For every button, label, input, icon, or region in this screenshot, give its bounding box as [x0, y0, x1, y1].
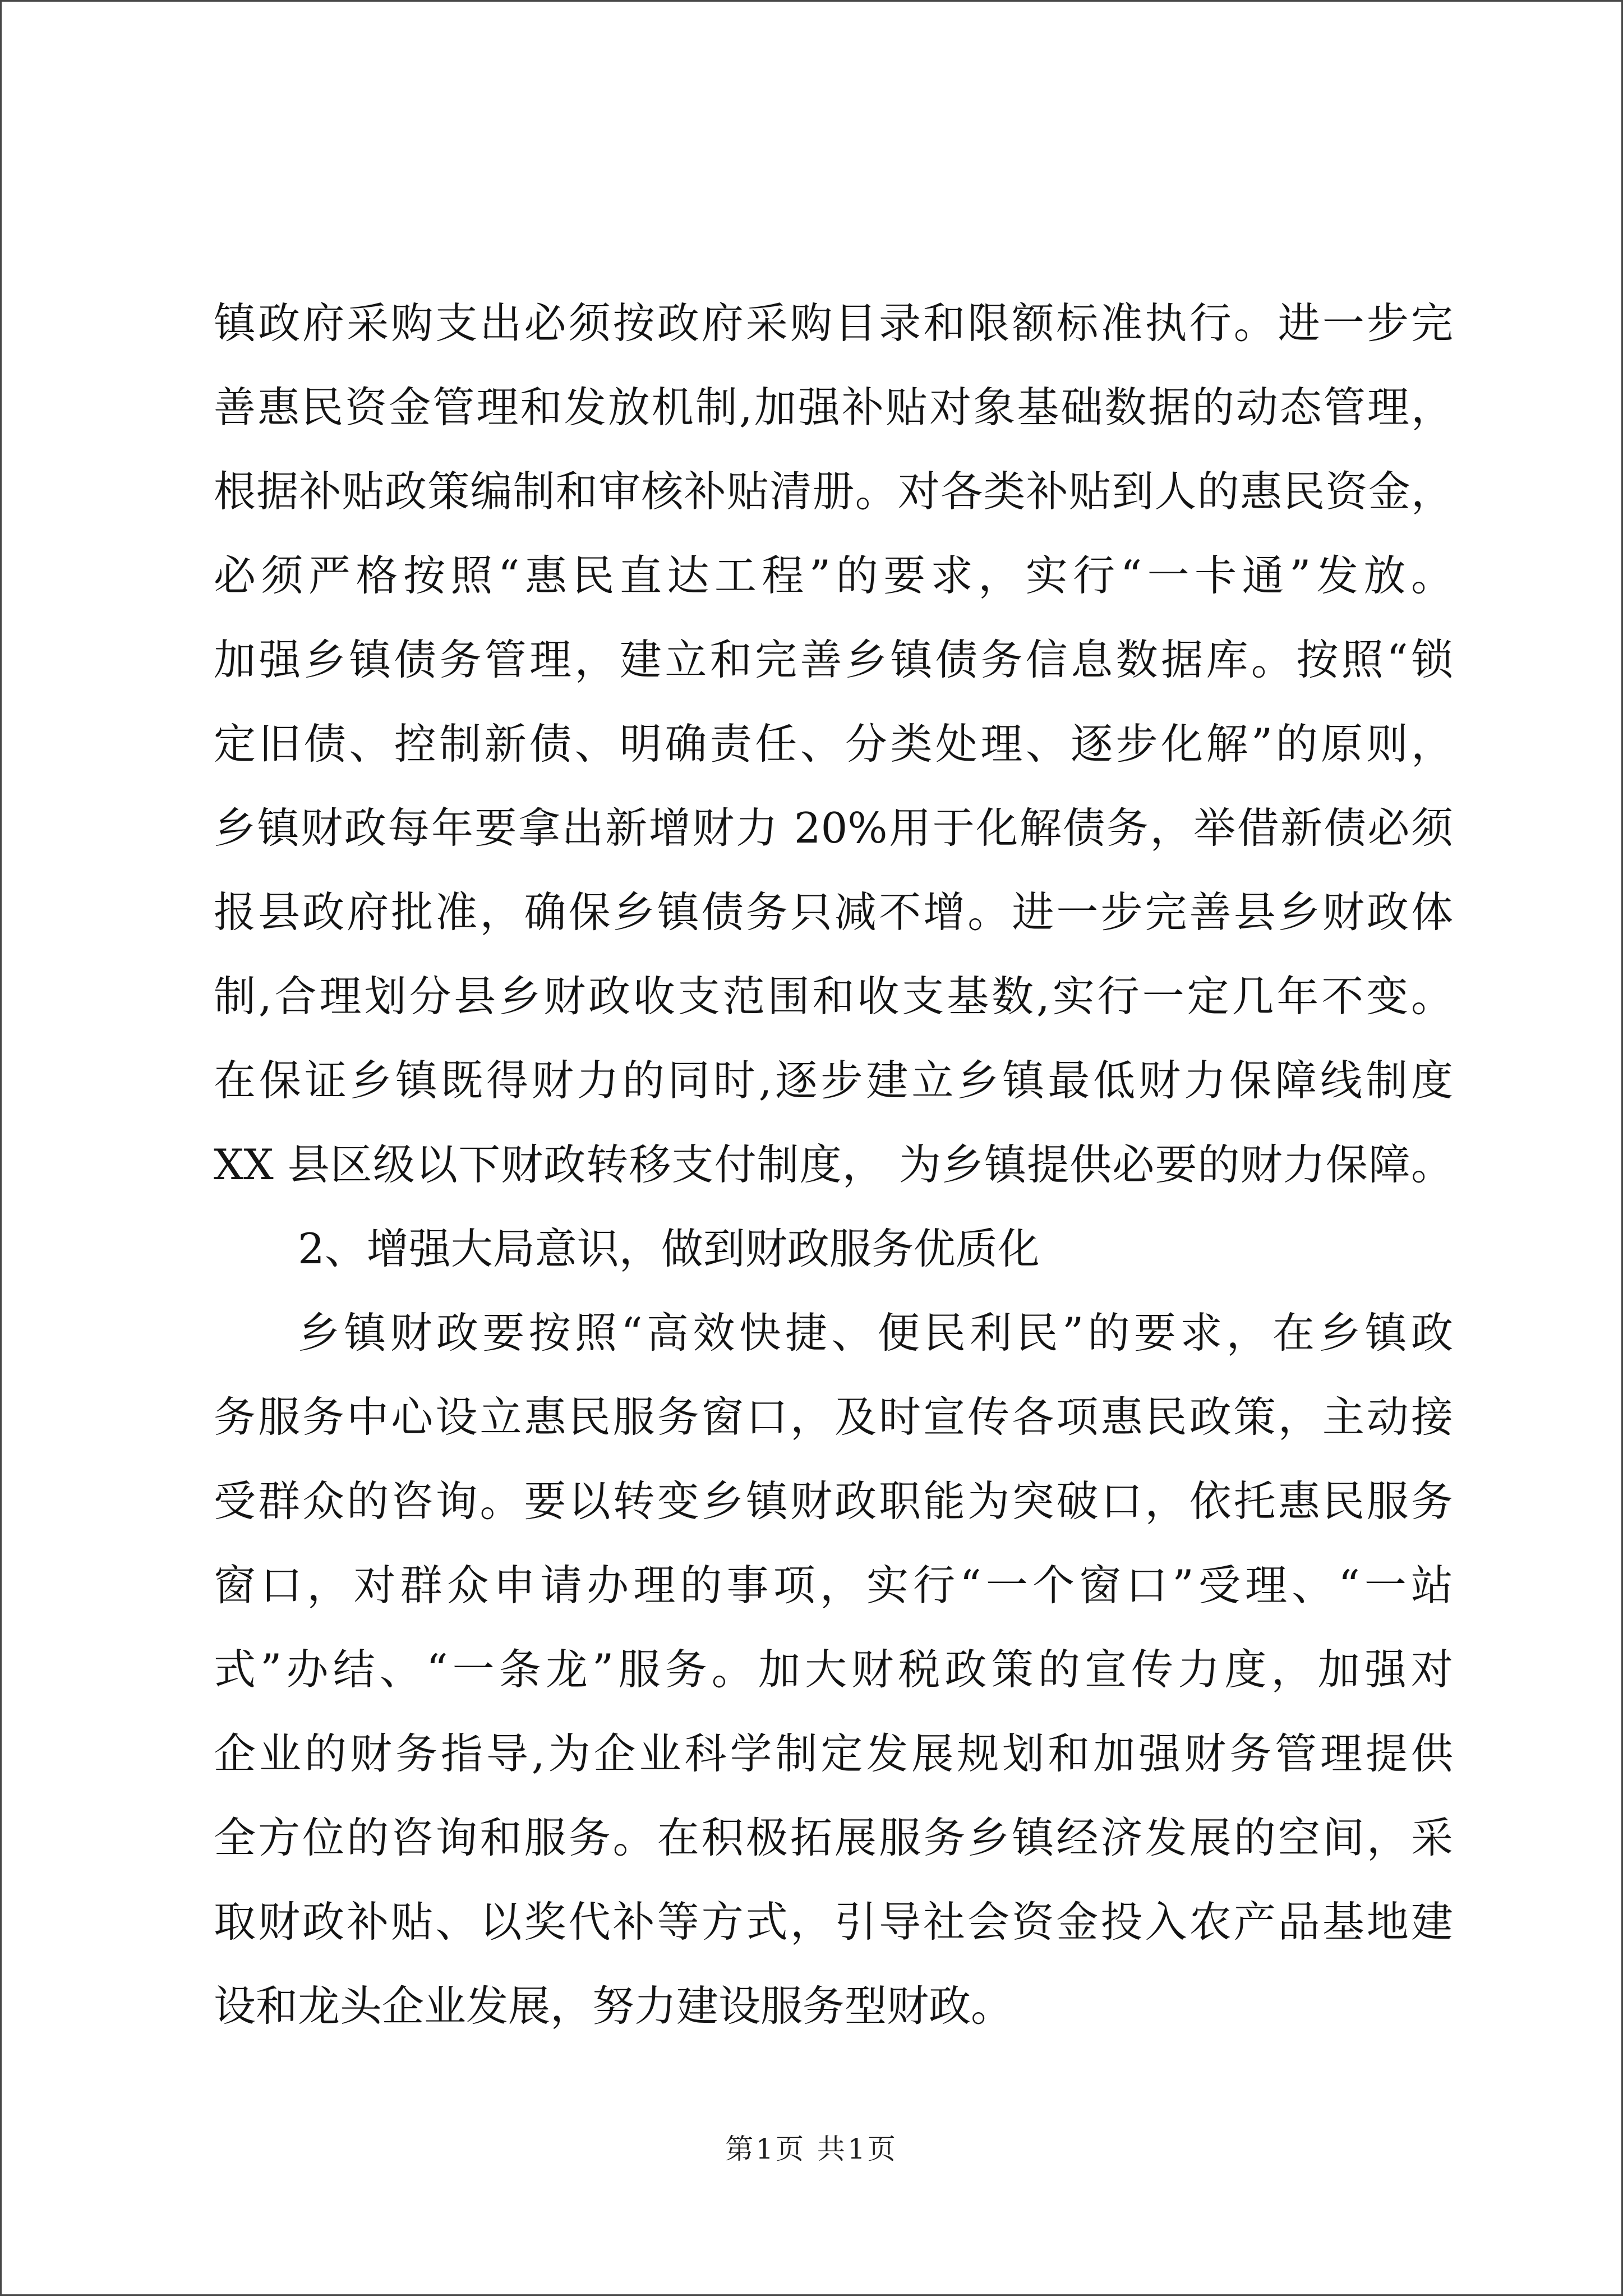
text-line: 必须严格按照“惠民直达工程”的要求，实行“一卡通”发放。 [214, 551, 1453, 600]
text-line: 乡镇财政每年要拿出新增财力 20%用于化解债务，举借新债必须 [214, 803, 1453, 853]
text-line: 企业的财务指导,为企业科学制定发展规划和加强财务管理提供 [214, 1729, 1453, 1778]
text-line: 镇政府采购支出必须按政府采购目录和限额标准执行。进一步完 [214, 298, 1453, 348]
section-heading: 2、增强大局意识，做到财政服务优质化 [298, 1224, 1040, 1273]
text-line: 定旧债、控制新债、明确责任、分类处理、逐步化解”的原则， [214, 719, 1453, 769]
text-line: 全方位的咨询和服务。在积极拓展服务乡镇经济发展的空间，采 [214, 1813, 1453, 1862]
text-line: 受群众的咨询。要以转变乡镇财政职能为突破口，依托惠民服务 [214, 1476, 1453, 1526]
page-number-label: 第1页 共1页 [725, 2133, 898, 2165]
text-line: 务服务中心设立惠民服务窗口，及时宣传各项惠民政策，主动接 [214, 1392, 1453, 1442]
text-line: 善惠民资金管理和发放机制,加强补贴对象基础数据的动态管理， [214, 383, 1453, 432]
document-text [214, 281, 1453, 2048]
text-line: 窗口，对群众申请办理的事项，实行“一个窗口”受理、“一站 [214, 1561, 1453, 1610]
text-line: 取财政补贴、以奖代补等方式，引导社会资金投入农产品基地建 [214, 1897, 1453, 1947]
text-line: 式”办结、“一条龙”服务。加大财税政策的宣传力度，加强对 [214, 1645, 1453, 1694]
text-line: 加强乡镇债务管理，建立和完善乡镇债务信息数据库。按照“锁 [214, 635, 1453, 684]
text-line: 根据补贴政策编制和审核补贴清册。对各类补贴到人的惠民资金， [214, 467, 1453, 516]
text-line: 在保证乡镇既得财力的同时,逐步建立乡镇最低财力保障线制度 [214, 1056, 1453, 1105]
text-line: XX 县区级以下财政转移支付制度， 为乡镇提供必要的财力保障。 [214, 1140, 1453, 1189]
text-line: 制,合理划分县乡财政收支范围和收支基数,实行一定几年不变。 [214, 972, 1453, 1021]
text-line: 设和龙头企业发展，努力建设服务型财政。 [214, 1981, 1013, 2031]
text-line: 报县政府批准，确保乡镇债务只减不增。进一步完善县乡财政体 [214, 887, 1453, 937]
text-line: 乡镇财政要按照“高效快捷、便民利民”的要求，在乡镇政 [298, 1308, 1453, 1358]
page-footer [2, 2127, 1621, 2167]
